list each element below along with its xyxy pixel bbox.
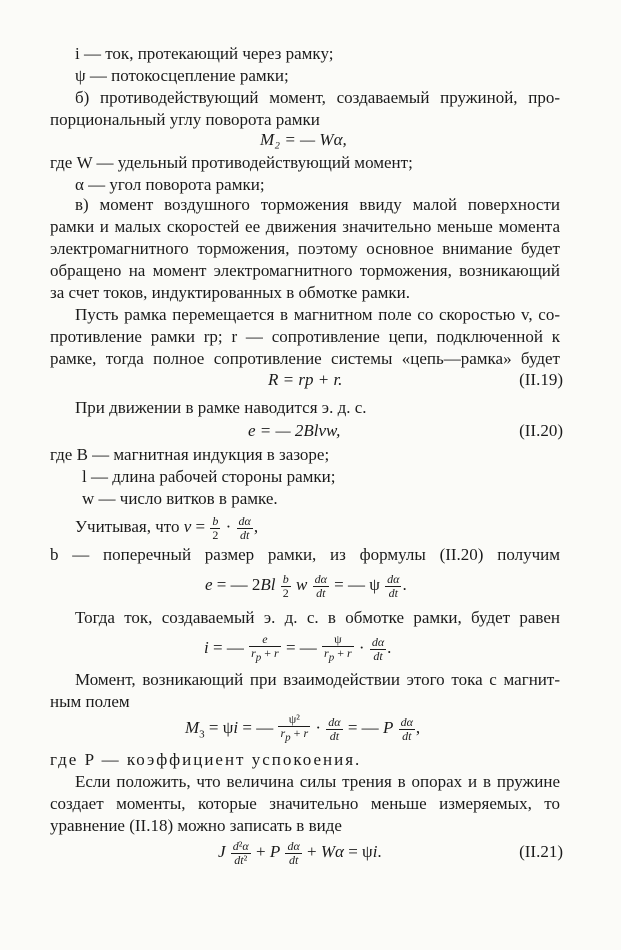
equation-number: (II.19) bbox=[519, 370, 563, 389]
text-line: Момент, возникающий при взаимодействии этого тока с магнит- bbox=[75, 670, 560, 689]
text-line: где P — коэффициент успокоения. bbox=[50, 750, 362, 769]
text-line: рамке, тогда полное сопротивление системы «цепь—рамка» будет bbox=[50, 349, 560, 368]
text-line: за счет токов, индуктированных в обмотке рамки. bbox=[50, 283, 411, 302]
text-line: i — ток, протекающий через рамку; bbox=[75, 44, 334, 63]
text-line: противление рамки rp; r — сопротивление цепи, подключенной к bbox=[50, 327, 560, 346]
equation-e2: e = — 2Bl $\frac{b}{2}$ w $\frac{d\alpha}{dt}$ = — ψ $\frac{d\alpha}{dt}$ . bbox=[205, 571, 407, 600]
text-line: где W — удельный противодействующий момент; bbox=[50, 153, 413, 172]
text-line: ным полем bbox=[50, 692, 130, 711]
equation-21: J $\frac{\text{d²α}}{\text{dt²}}$ + P $\frac{d\alpha}{dt}$ + Wα = ψi. bbox=[218, 838, 382, 867]
text-fragment: Учитывая, что bbox=[75, 517, 180, 536]
text-line: w — число витков в рамке. bbox=[82, 489, 278, 508]
text-line: уравнение (II.18) можно записать в виде bbox=[50, 816, 342, 835]
text-line bbox=[75, 512, 560, 542]
text-line: рамки и малых скоростей ее движения значительно меньше момента bbox=[50, 217, 560, 236]
text-line: в) момент воздушного торможения ввиду малой поверхности bbox=[75, 195, 560, 214]
equation-e: e = — 2Blvw, bbox=[248, 421, 341, 440]
text-line: ψ — потокосцепление рамки; bbox=[75, 66, 289, 85]
text-line: l — длина рабочей стороны рамки; bbox=[82, 467, 336, 486]
equation-m3: $M_3 = \psi i$ = — $\frac{\text{ψ²}}{r_p + r}$ · $\frac{d\alpha}{dt}$ = — P $\frac{d\alpha}{dt}$ , bbox=[185, 712, 421, 744]
text-line: создает моменты, которые значительно меньше измеряемых, то bbox=[50, 794, 560, 813]
text-line: Тогда ток, создаваемый э. д. с. в обмотке рамки, будет равен bbox=[75, 608, 560, 627]
text-line: где B — магнитная индукция в зазоре; bbox=[50, 445, 330, 464]
formula-v: v = $\frac{b}{2}$ · $\frac{d\alpha}{dt}$ , bbox=[183, 513, 259, 542]
text-line: обращено на момент электромагнитного торможения, возникающий bbox=[50, 261, 560, 280]
text-line: порциональный углу поворота рамки bbox=[50, 110, 320, 129]
equation-number: (II.20) bbox=[519, 421, 563, 440]
equation-r: R = rp + r. bbox=[268, 370, 343, 389]
equation-m2: M₂ = — Wα, bbox=[260, 130, 347, 149]
text-line: Пусть рамка перемещается в магнитном поле со скоростью v, со- bbox=[75, 305, 560, 324]
text-line: Если положить, что величина силы трения в опорах и в пружине bbox=[75, 772, 560, 791]
text-line: b — поперечный размер рамки, из формулы (II.20) получим bbox=[50, 545, 560, 564]
text-line: При движении в рамке наводится э. д. с. bbox=[75, 398, 367, 417]
text-line: б) противодействующий момент, создаваемый пружиной, про- bbox=[75, 88, 560, 107]
equation-number: (II.21) bbox=[519, 842, 563, 861]
text-line: α — угол поворота рамки; bbox=[75, 175, 265, 194]
equation-i: i = — $\frac{e}{r_p + r}$ = — $\frac{\psi}{r_p + r}$ · $\frac{d\alpha}{dt}$ . bbox=[204, 632, 392, 664]
text-line: электромагнитного торможения, поэтому основное внимание будет bbox=[50, 239, 560, 258]
